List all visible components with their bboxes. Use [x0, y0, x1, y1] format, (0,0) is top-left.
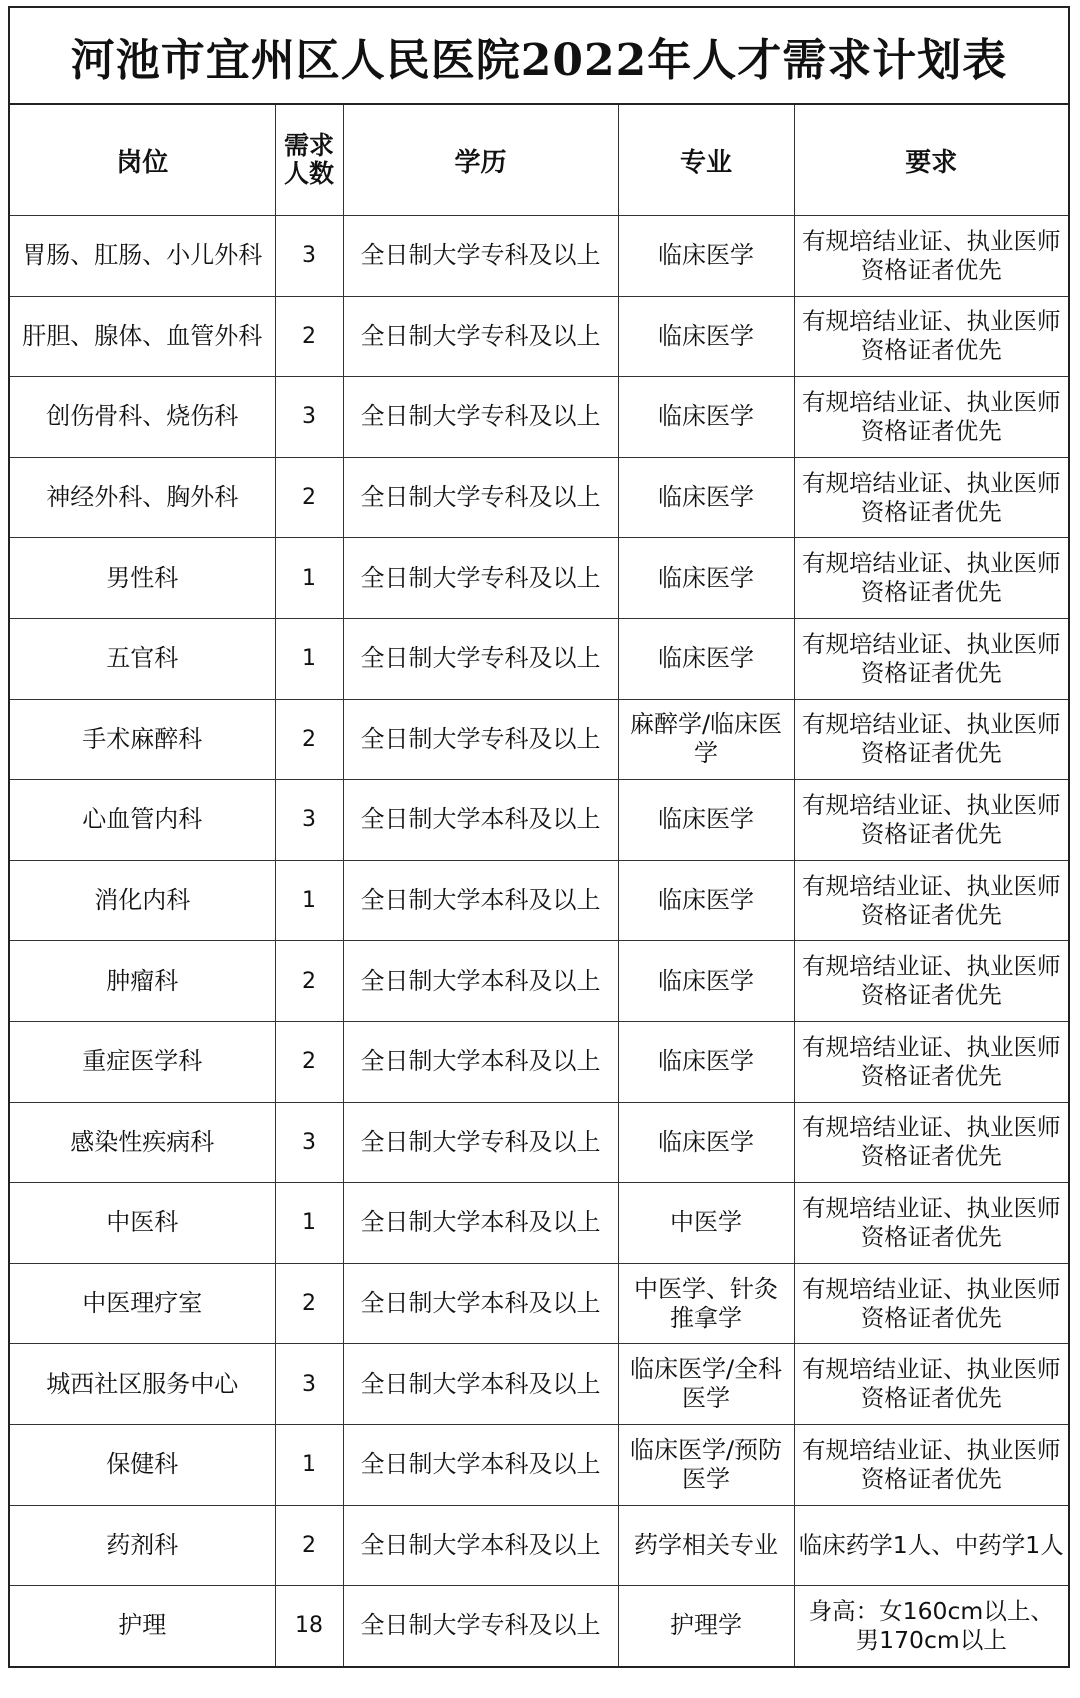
cell-count: 3	[275, 1344, 343, 1425]
cell-count: 1	[275, 860, 343, 941]
cell-major: 麻醉学/临床医学	[618, 699, 794, 780]
cell-count: 2	[275, 941, 343, 1022]
cell-requirement: 有规培结业证、执业医师资格证者优先	[794, 1263, 1068, 1344]
cell-count: 1	[275, 618, 343, 699]
cell-major: 临床医学	[618, 296, 794, 377]
cell-position: 消化内科	[10, 860, 275, 941]
cell-education: 全日制大学本科及以上	[343, 1424, 618, 1505]
header-count-line1: 需求	[283, 131, 334, 160]
cell-position: 手术麻醉科	[10, 699, 275, 780]
cell-requirement: 有规培结业证、执业医师资格证者优先	[794, 1021, 1068, 1102]
header-education: 学历	[343, 105, 618, 216]
cell-position: 肝胆、腺体、血管外科	[10, 296, 275, 377]
cell-count: 3	[275, 780, 343, 861]
table-header-row	[10, 105, 1068, 216]
table-row	[10, 618, 1068, 699]
table-row	[10, 860, 1068, 941]
page-title: 河池市宜州区人民医院2022年人才需求计划表	[10, 8, 1068, 105]
cell-education: 全日制大学专科及以上	[343, 618, 618, 699]
cell-count: 18	[275, 1586, 343, 1666]
cell-position: 感染性疾病科	[10, 1102, 275, 1183]
cell-education: 全日制大学本科及以上	[343, 860, 618, 941]
cell-education: 全日制大学专科及以上	[343, 1102, 618, 1183]
header-count	[275, 105, 343, 216]
cell-position: 城西社区服务中心	[10, 1344, 275, 1425]
table-row	[10, 296, 1068, 377]
cell-requirement: 有规培结业证、执业医师资格证者优先	[794, 618, 1068, 699]
table-row	[10, 216, 1068, 297]
cell-major: 临床医学	[618, 538, 794, 619]
cell-requirement: 有规培结业证、执业医师资格证者优先	[794, 860, 1068, 941]
header-count-line2: 人数	[283, 159, 334, 188]
cell-position: 创伤骨科、烧伤科	[10, 377, 275, 458]
cell-education: 全日制大学专科及以上	[343, 457, 618, 538]
cell-education: 全日制大学专科及以上	[343, 296, 618, 377]
cell-count: 2	[275, 1263, 343, 1344]
cell-education: 全日制大学本科及以上	[343, 780, 618, 861]
cell-education: 全日制大学本科及以上	[343, 941, 618, 1022]
table-row	[10, 1344, 1068, 1425]
cell-requirement: 有规培结业证、执业医师资格证者优先	[794, 1183, 1068, 1264]
cell-major: 临床医学	[618, 780, 794, 861]
cell-education: 全日制大学专科及以上	[343, 699, 618, 780]
cell-position: 中医理疗室	[10, 1263, 275, 1344]
cell-major: 临床医学	[618, 618, 794, 699]
cell-major: 临床医学	[618, 216, 794, 297]
cell-requirement: 有规培结业证、执业医师资格证者优先	[794, 377, 1068, 458]
table-row	[10, 1424, 1068, 1505]
cell-education: 全日制大学专科及以上	[343, 216, 618, 297]
table-row	[10, 1505, 1068, 1586]
cell-position: 胃肠、肛肠、小儿外科	[10, 216, 275, 297]
cell-count: 3	[275, 1102, 343, 1183]
cell-count: 2	[275, 699, 343, 780]
cell-education: 全日制大学本科及以上	[343, 1183, 618, 1264]
cell-requirement: 身高：女160cm以上、男170cm以上	[794, 1586, 1068, 1666]
table-row	[10, 1021, 1068, 1102]
cell-count: 1	[275, 538, 343, 619]
cell-major: 临床医学	[618, 941, 794, 1022]
cell-count: 2	[275, 296, 343, 377]
cell-count: 1	[275, 1424, 343, 1505]
cell-education: 全日制大学本科及以上	[343, 1263, 618, 1344]
cell-major: 临床医学/预防医学	[618, 1424, 794, 1505]
cell-position: 五官科	[10, 618, 275, 699]
cell-requirement: 有规培结业证、执业医师资格证者优先	[794, 216, 1068, 297]
cell-major: 临床医学	[618, 377, 794, 458]
cell-requirement: 临床药学1人、中药学1人	[794, 1505, 1068, 1586]
table-row	[10, 699, 1068, 780]
cell-education: 全日制大学专科及以上	[343, 538, 618, 619]
table-row	[10, 780, 1068, 861]
recruitment-table	[10, 105, 1068, 1666]
cell-requirement: 有规培结业证、执业医师资格证者优先	[794, 1102, 1068, 1183]
cell-major: 药学相关专业	[618, 1505, 794, 1586]
cell-requirement: 有规培结业证、执业医师资格证者优先	[794, 538, 1068, 619]
cell-education: 全日制大学本科及以上	[343, 1344, 618, 1425]
recruitment-table-sheet	[8, 6, 1070, 1668]
table-row	[10, 1183, 1068, 1264]
cell-count: 2	[275, 1021, 343, 1102]
cell-major: 临床医学	[618, 457, 794, 538]
cell-position: 保健科	[10, 1424, 275, 1505]
cell-position: 中医科	[10, 1183, 275, 1264]
cell-count: 2	[275, 1505, 343, 1586]
table-row	[10, 1102, 1068, 1183]
cell-position: 重症医学科	[10, 1021, 275, 1102]
cell-position: 药剂科	[10, 1505, 275, 1586]
cell-count: 2	[275, 457, 343, 538]
cell-requirement: 有规培结业证、执业医师资格证者优先	[794, 1344, 1068, 1425]
table-row	[10, 1263, 1068, 1344]
cell-count: 3	[275, 377, 343, 458]
cell-position: 心血管内科	[10, 780, 275, 861]
header-requirement: 要求	[794, 105, 1068, 216]
cell-requirement: 有规培结业证、执业医师资格证者优先	[794, 1424, 1068, 1505]
cell-count: 1	[275, 1183, 343, 1264]
table-row	[10, 1586, 1068, 1666]
header-position: 岗位	[10, 105, 275, 216]
table-row	[10, 538, 1068, 619]
cell-requirement: 有规培结业证、执业医师资格证者优先	[794, 296, 1068, 377]
cell-requirement: 有规培结业证、执业医师资格证者优先	[794, 699, 1068, 780]
table-row	[10, 377, 1068, 458]
cell-position: 神经外科、胸外科	[10, 457, 275, 538]
cell-major: 临床医学/全科医学	[618, 1344, 794, 1425]
cell-major: 临床医学	[618, 1021, 794, 1102]
cell-major: 临床医学	[618, 1102, 794, 1183]
cell-position: 男性科	[10, 538, 275, 619]
table-row	[10, 457, 1068, 538]
cell-education: 全日制大学本科及以上	[343, 1021, 618, 1102]
cell-position: 肿瘤科	[10, 941, 275, 1022]
cell-major: 中医学、针灸推拿学	[618, 1263, 794, 1344]
table-row	[10, 941, 1068, 1022]
cell-requirement: 有规培结业证、执业医师资格证者优先	[794, 457, 1068, 538]
cell-major: 中医学	[618, 1183, 794, 1264]
cell-major: 临床医学	[618, 860, 794, 941]
cell-education: 全日制大学专科及以上	[343, 1586, 618, 1666]
cell-education: 全日制大学本科及以上	[343, 1505, 618, 1586]
cell-requirement: 有规培结业证、执业医师资格证者优先	[794, 941, 1068, 1022]
cell-major: 护理学	[618, 1586, 794, 1666]
cell-count: 3	[275, 216, 343, 297]
cell-requirement: 有规培结业证、执业医师资格证者优先	[794, 780, 1068, 861]
cell-position: 护理	[10, 1586, 275, 1666]
header-major: 专业	[618, 105, 794, 216]
cell-education: 全日制大学专科及以上	[343, 377, 618, 458]
